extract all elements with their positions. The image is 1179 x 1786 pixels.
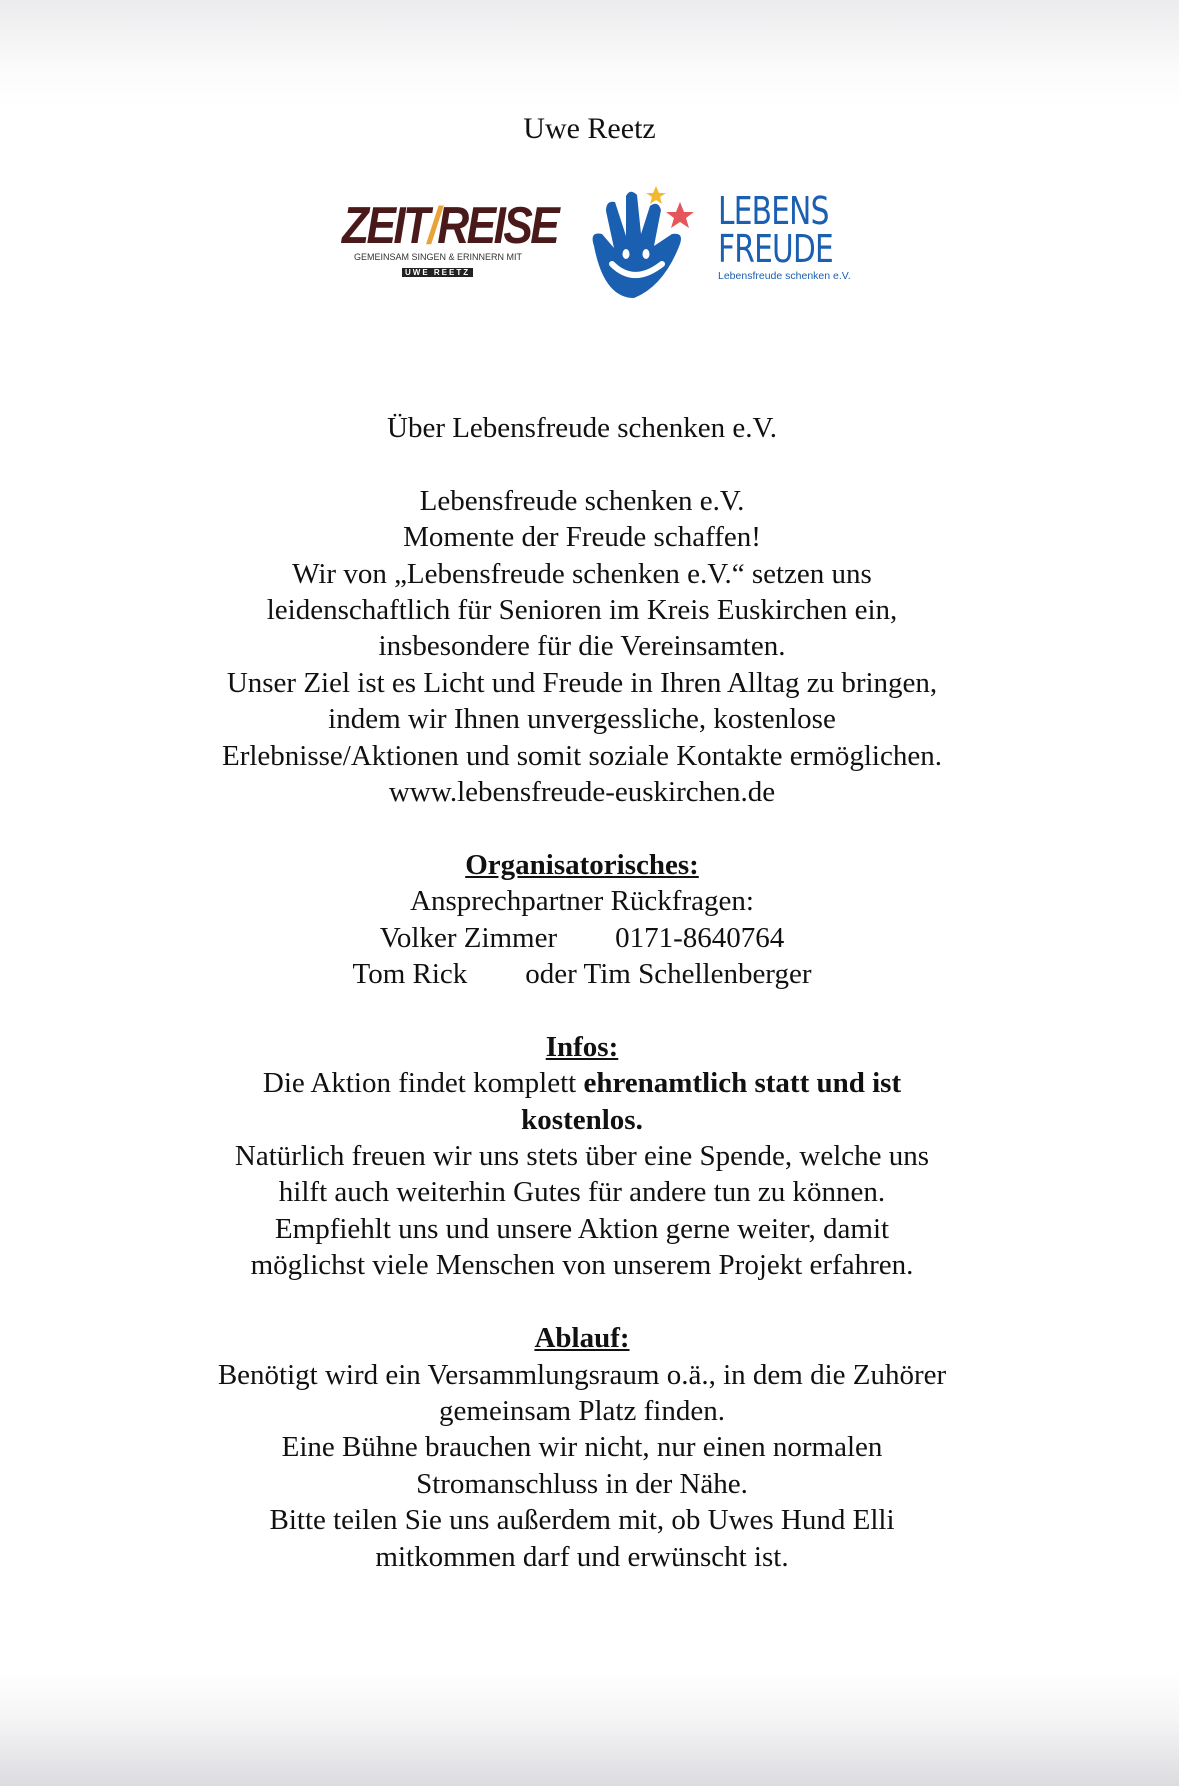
lebensfreude-logo xyxy=(718,189,858,282)
document-body xyxy=(182,410,982,1575)
about-line: indem wir Ihnen unvergessliche, kostenlose xyxy=(328,703,836,736)
ablauf-line: Bitte teilen Sie uns außerdem mit, ob Uwes Hund Elli xyxy=(269,1504,895,1537)
zeitreise-subtitle: GEMEINSAM SINGEN & ERINNERN MIT xyxy=(354,252,523,262)
ablauf-line: Stromanschluss in der Nähe. xyxy=(416,1467,748,1500)
lebensfreude-line2: FREUDE xyxy=(718,227,833,271)
infos-line xyxy=(182,1065,982,1101)
top-scroll-fade xyxy=(0,0,1179,108)
infos-line1-normal: Die Aktion findet komplett xyxy=(262,1067,584,1100)
about-line: Erlebnisse/Aktionen und somit soziale Kontakte ermöglichen. xyxy=(221,739,942,772)
about-line: Unser Ziel ist es Licht und Freude in Ihren Alltag zu bringen, xyxy=(226,666,938,699)
about-line: Momente der Freude schaffen! xyxy=(403,521,761,554)
lebensfreude-line1: LEBENS xyxy=(718,189,829,233)
ablauf-line: mitkommen darf und erwünscht ist. xyxy=(375,1540,789,1573)
zeitreise-logo xyxy=(342,198,557,280)
website-link[interactable]: www.lebensfreude-euskirchen.de xyxy=(388,776,776,809)
infos-line: möglichst viele Menschen von unserem Projekt erfahren. xyxy=(250,1249,914,1282)
author-name-partial: Uwe Reetz xyxy=(523,112,656,145)
about-line: insbesondere für die Vereinsamten. xyxy=(378,630,786,663)
infos-heading: Infos: xyxy=(545,1030,619,1063)
infos-line1-bold: ehrenamtlich statt und ist xyxy=(583,1067,902,1100)
logos-row xyxy=(340,186,860,304)
ablauf-line: Eine Bühne brauchen wir nicht, nur einen normalen xyxy=(281,1431,883,1464)
lebensfreude-subtitle: Lebensfreude schenken e.V. xyxy=(718,270,851,282)
bottom-scroll-fade xyxy=(0,1670,1179,1786)
infos-line: Natürlich freuen wir uns stets über eine Spende, welche uns xyxy=(234,1140,930,1173)
organisation-line: Ansprechpartner Rückfragen: xyxy=(410,885,754,918)
about-line: Wir von „Lebensfreude schenken e.V.“ setzen uns xyxy=(292,557,872,590)
zeitreise-name: UWE REETZ xyxy=(402,268,473,277)
zeitreise-slash: / xyxy=(427,197,438,255)
hand-smiley-logo-icon xyxy=(584,186,704,304)
about-line: Lebensfreude schenken e.V. xyxy=(419,484,745,517)
ablauf-line: gemeinsam Platz finden. xyxy=(439,1394,725,1427)
ablauf-heading: Ablauf: xyxy=(534,1322,630,1355)
ablauf-line: Benötigt wird ein Versammlungsraum o.ä., in dem die Zuhörer xyxy=(217,1358,947,1391)
infos-line: hilft auch weiterhin Gutes für andere tun zu können. xyxy=(278,1176,886,1209)
about-line: leidenschaftlich für Senioren im Kreis Euskirchen ein, xyxy=(266,594,898,627)
contact-volker: Volker Zimmer 0171-8640764 xyxy=(379,921,785,954)
infos-line2-bold: kostenlos. xyxy=(521,1103,643,1136)
infos-line: Empfiehlt uns und unsere Aktion gerne weiter, damit xyxy=(274,1212,890,1245)
organisation-heading: Organisatorisches: xyxy=(465,848,699,881)
zeitreise-title-left: ZEIT xyxy=(342,197,428,255)
contact-tom-tim: Tom Rick oder Tim Schellenberger xyxy=(352,958,812,991)
about-title: Über Lebensfreude schenken e.V. xyxy=(387,412,777,444)
zeitreise-title-right: REISE xyxy=(437,197,558,255)
